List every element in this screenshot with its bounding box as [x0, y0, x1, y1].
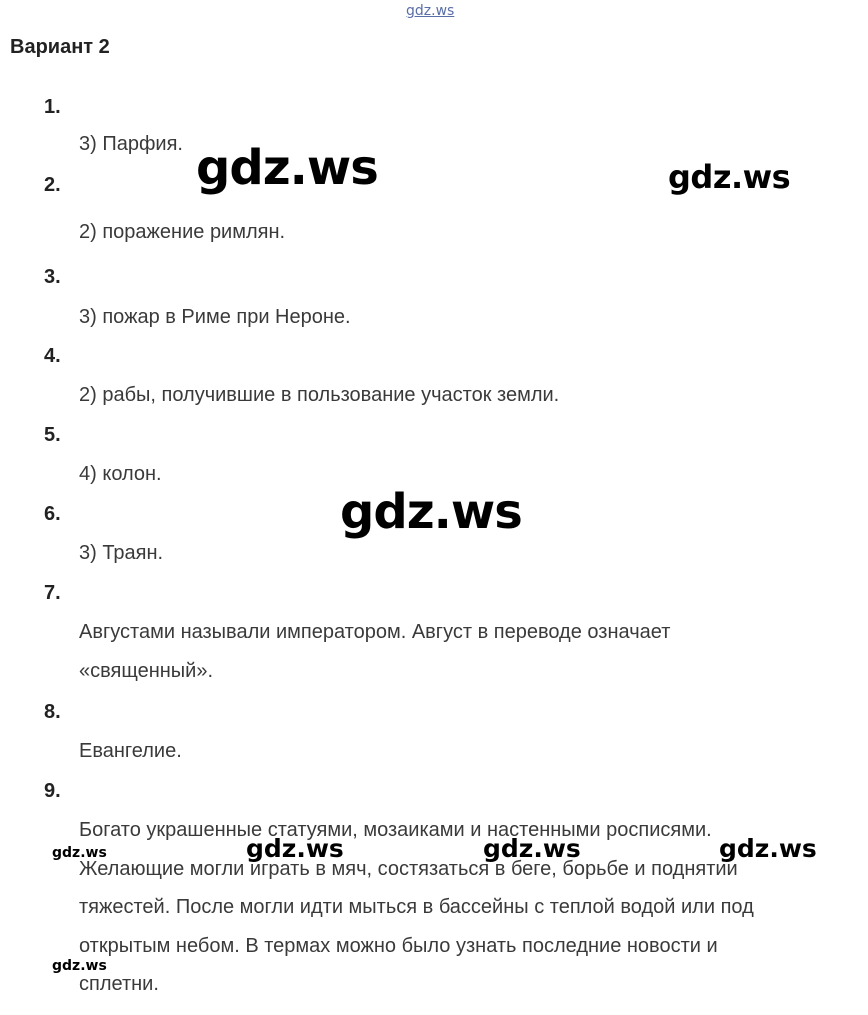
watermark-top: gdz.ws — [406, 3, 455, 19]
question-number: 2. — [44, 174, 61, 196]
answer-line: Августами называли императором. Август в переводе означает — [79, 621, 671, 643]
watermark-small: gdz.ws — [52, 958, 107, 974]
question-number: 7. — [44, 582, 61, 604]
question-number: 6. — [44, 503, 61, 525]
page-title: Вариант 2 — [10, 36, 110, 58]
question-number: 8. — [44, 701, 61, 723]
watermark-small: gdz.ws — [52, 845, 107, 861]
answer-text: 3) пожар в Риме при Нероне. — [79, 306, 351, 328]
answer-text: 3) Траян. — [79, 542, 164, 564]
answer-line: Желающие могли играть в мяч, состязаться в беге, борьбе и поднятии — [79, 857, 738, 880]
question-number: 4. — [44, 345, 61, 367]
question-number: 3. — [44, 266, 61, 288]
answer-text: 4) колон. — [79, 463, 162, 485]
answer-paragraph — [79, 613, 859, 690]
answer-text: 2) рабы, получившие в пользование участок земли. — [79, 384, 560, 406]
answer-text: Евангелие. — [79, 740, 182, 762]
answer-line: сплетни. — [79, 973, 159, 996]
question-number: 5. — [44, 424, 61, 446]
watermark-row: gdz.ws — [246, 834, 344, 863]
watermark-row: gdz.ws — [719, 834, 817, 863]
watermark-medium: gdz.ws — [668, 158, 791, 196]
watermark-large: gdz.ws — [196, 140, 378, 196]
watermark-row: gdz.ws — [483, 834, 581, 863]
question-number: 9. — [44, 780, 61, 802]
answer-line: тяжестей. После могли идти мыться в бассейны с теплой водой или под — [79, 896, 754, 919]
answer-line: открытым небом. В термах можно было узнать последние новости и — [79, 934, 718, 957]
answer-line: «священный». — [79, 659, 214, 682]
answer-text: 2) поражение римлян. — [79, 221, 286, 243]
watermark-center: gdz.ws — [340, 484, 522, 540]
answer-line: Богато украшенные статуями, мозаиками и настенными росписями. — [79, 819, 712, 841]
question-number: 1. — [44, 96, 61, 118]
answer-text: 3) Парфия. — [79, 133, 183, 155]
